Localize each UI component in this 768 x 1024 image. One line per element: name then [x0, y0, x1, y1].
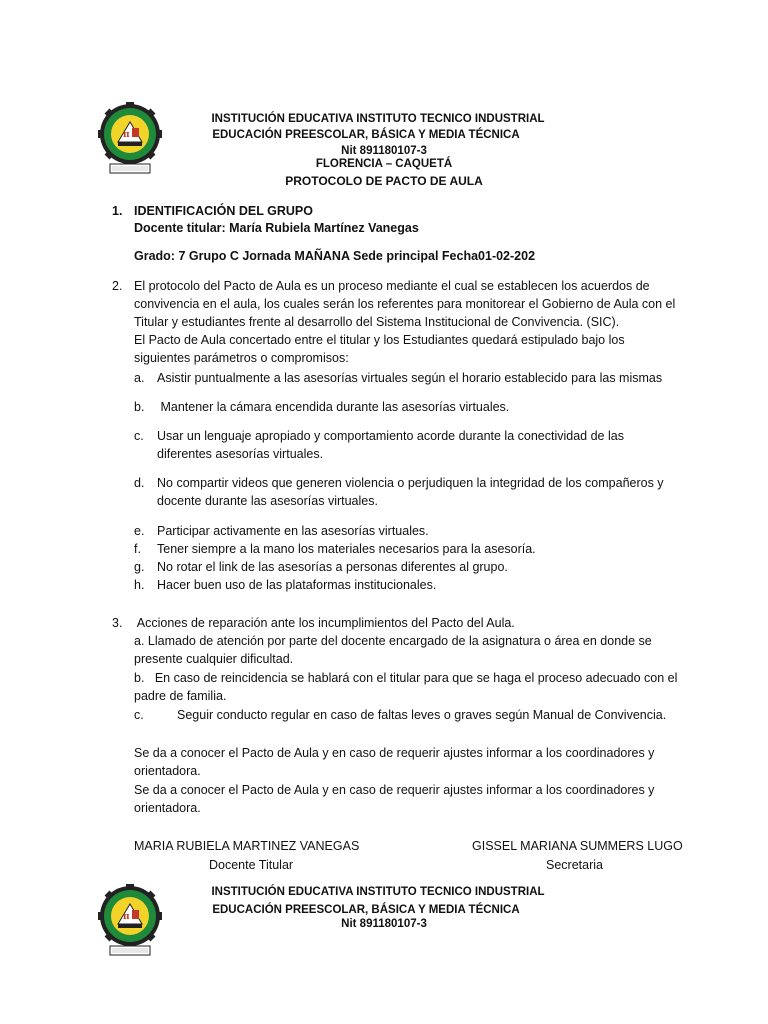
list-item-letter: g. — [134, 560, 145, 574]
list-item-text: docente durante las asesorías virtuales. — [157, 494, 378, 508]
section-1-title: IDENTIFICACIÓN DEL GRUPO — [134, 204, 313, 218]
list-item-text: Tener siempre a la mano los materiales necesarios para la asesoría. — [157, 542, 536, 556]
section-3-item-a: a. Llamado de atención por parte del docente encargado de la asignatura o área en donde se — [134, 634, 652, 648]
section-2-para-line: Titular y estudiantes frente al desarrollo del Sistema Institucional de Convivencia. (SIC). — [134, 315, 620, 329]
institution-name: INSTITUCIÓN EDUCATIVA INSTITUTO TECNICO INDUSTRIAL — [211, 886, 545, 898]
list-item-text: No rotar el link de las asesorías a personas diferentes al grupo. — [157, 560, 508, 574]
section-3-item-b: b. En caso de reincidencia se hablará con el titular para que se haga el proceso adecuado con el — [134, 671, 678, 685]
signature-right-name: GISSEL MARIANA SUMMERS LUGO — [472, 839, 683, 853]
section-2-para-line: El protocolo del Pacto de Aula es un proceso mediante el cual se establecen los acuerdos de — [134, 279, 650, 293]
list-item-text: Asistir puntualmente a las asesorías virtuales según el horario establecido para las mismas — [157, 371, 663, 385]
list-item-letter: a. — [134, 371, 145, 385]
section-3-number: 3. — [112, 616, 123, 630]
nit-number: Nit 891180107-3 — [341, 918, 427, 930]
list-item-letter: e. — [134, 524, 145, 538]
list-item-text: Hacer buen uso de las plataformas institucionales. — [157, 578, 437, 592]
list-item-letter: d. — [134, 476, 145, 490]
section-2-number: 2. — [112, 279, 123, 293]
list-item-text: Participar activamente en las asesorías virtuales. — [157, 524, 429, 538]
section-2-para-line: convivencia en el aula, los cuales serán los referentes para monitorear el Gobierno de Aula con el — [134, 297, 676, 311]
section-3-title: Acciones de reparación ante los incumplimientos del Pacto del Aula. — [134, 616, 515, 630]
section-3-item-c: Seguir conducto regular en caso de faltas leves o graves según Manual de Convivencia. — [177, 708, 667, 722]
closing-paragraph: orientadora. — [134, 801, 201, 815]
document-title: PROTOCOLO DE PACTO DE AULA — [285, 174, 483, 188]
closing-paragraph: Se da a conocer el Pacto de Aula y en caso de requerir ajustes informar a los coordinadores y — [134, 783, 655, 797]
closing-paragraph: orientadora. — [134, 764, 201, 778]
institution-name: INSTITUCIÓN EDUCATIVA INSTITUTO TECNICO INDUSTRIAL — [211, 113, 545, 125]
list-item-letter: f. — [134, 542, 141, 556]
nit-number: Nit 891180107-3 — [341, 145, 427, 157]
list-item-text: No compartir videos que generen violencia o perjudiquen la integridad de los compañeros y — [157, 476, 664, 490]
svg-text:π: π — [123, 130, 130, 140]
signature-right-role: Secretaria — [546, 858, 603, 872]
section-2-para-line: siguientes parámetros o compromisos: — [134, 351, 349, 365]
list-item-letter: c. — [134, 429, 144, 443]
education-levels: EDUCACIÓN PREESCOLAR, BÁSICA Y MEDIA TÉCNICA — [212, 129, 520, 141]
signature-left-role: Docente Titular — [209, 858, 294, 872]
section-3-item-c-letter: c. — [134, 708, 144, 722]
section-1-number: 1. — [112, 204, 123, 218]
list-item-letter: h. — [134, 578, 145, 592]
signature-left-name: MARIA RUBIELA MARTINEZ VANEGAS — [134, 839, 360, 853]
section-3-item-a: presente cualquier dificultad. — [134, 652, 294, 666]
section-3-item-b: padre de familia. — [134, 689, 227, 703]
city-location: FLORENCIA – CAQUETÁ — [315, 158, 453, 170]
docente-titular: Docente titular: María Rubiela Martínez Vanegas — [134, 221, 419, 235]
list-item-text: Mantener la cámara encendida durante las asesorías virtuales. — [157, 400, 510, 414]
list-item-letter: b. — [134, 400, 145, 414]
closing-paragraph: Se da a conocer el Pacto de Aula y en caso de requerir ajustes informar a los coordinadores y — [134, 746, 655, 760]
education-levels: EDUCACIÓN PREESCOLAR, BÁSICA Y MEDIA TÉCNICA — [212, 904, 520, 916]
grado-info: Grado: 7 Grupo C Jornada MAÑANA Sede principal Fecha01-02-202 — [134, 249, 536, 263]
list-item-text: diferentes asesorías virtuales. — [157, 447, 324, 461]
svg-text:π: π — [123, 912, 130, 922]
list-item-text: Usar un lenguaje apropiado y comportamiento acorde durante la conectividad de las — [157, 429, 624, 443]
section-2-para-line: El Pacto de Aula concertado entre el titular y los Estudiantes quedará estipulado bajo los — [134, 333, 625, 347]
